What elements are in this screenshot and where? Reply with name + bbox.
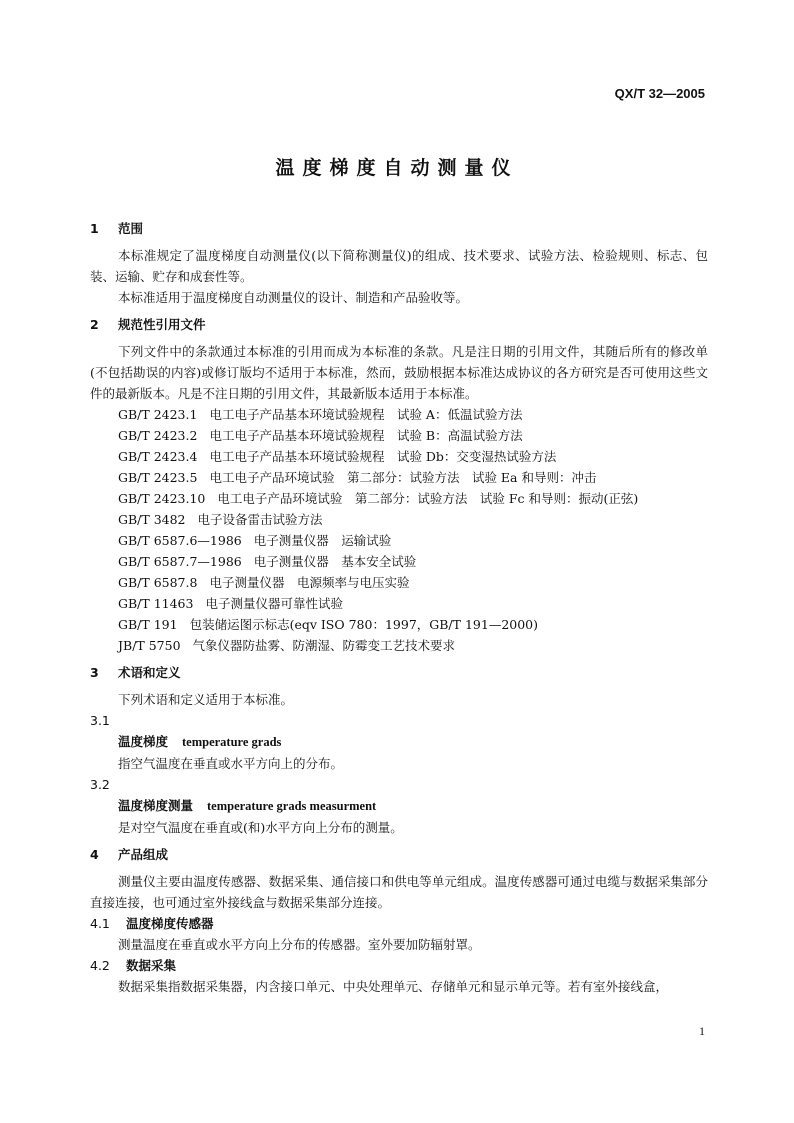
list-item bbox=[90, 572, 708, 593]
ref-code: GB/T 6587.8 bbox=[118, 575, 198, 590]
subsection-number: 4.1 bbox=[90, 916, 110, 931]
list-item bbox=[90, 404, 708, 425]
list-item bbox=[90, 509, 708, 530]
ref-code: JB/T 5750 bbox=[118, 638, 181, 653]
ref-code: GB/T 6587.6—1986 bbox=[118, 533, 242, 548]
document-body bbox=[90, 218, 708, 997]
list-item bbox=[90, 488, 708, 509]
list-item bbox=[90, 467, 708, 488]
paragraph: 本标准适用于温度梯度自动测量仪的设计、制造和产品验收等。 bbox=[118, 290, 469, 305]
list-item bbox=[90, 614, 708, 635]
ref-code: GB/T 2423.2 bbox=[118, 428, 198, 443]
ref-code: GB/T 6587.7—1986 bbox=[118, 554, 242, 569]
list-item bbox=[90, 530, 708, 551]
ref-title: 电工电子产品环境试验 第二部分：试验方法 试验 Fc 和导则：振动(正弦) bbox=[217, 491, 639, 506]
paragraph: 测量温度在垂直或水平方向上分布的传感器。室外要加防辐射罩。 bbox=[118, 937, 481, 952]
section-number: 1 bbox=[90, 221, 99, 236]
ref-title: 电子测量仪器 电源频率与电压实验 bbox=[209, 575, 410, 590]
section-2-heading bbox=[90, 314, 708, 335]
term-number: 3.2 bbox=[90, 777, 110, 792]
ref-title: 电工电子产品基本环境试验规程 试验 B：高温试验方法 bbox=[209, 428, 523, 443]
ref-code: GB/T 2423.10 bbox=[118, 491, 206, 506]
paragraph: 数据采集指数据采集器，内含接口单元、中央处理单元、存储单元和显示单元等。若有室外接线盒， bbox=[118, 979, 669, 994]
document-title: 温度梯度自动测量仪 bbox=[275, 157, 519, 179]
list-item bbox=[90, 635, 708, 656]
subsection-title: 温度梯度传感器 bbox=[126, 916, 214, 931]
term-chinese: 温度梯度测量 bbox=[118, 798, 194, 813]
paragraph: 下列文件中的条款通过本标准的引用而成为本标准的条款。凡是注日期的引用文件，其随后所有的修改单(不包括勘误的内容)或修订版均不适用于本标准，然而，鼓励根据本标准达成协议的各方研究是否可使用这些文件的最新版本。凡是不注日期的引用文件，其最新版本适用于本标准。 bbox=[90, 344, 708, 401]
subsection-heading bbox=[90, 913, 708, 934]
ref-title: 电工电子产品基本环境试验规程 试验 Db：交变湿热试验方法 bbox=[209, 449, 557, 464]
term-chinese: 温度梯度 bbox=[118, 734, 169, 749]
term-definition: 指空气温度在垂直或水平方向上的分布。 bbox=[118, 756, 344, 771]
ref-code: GB/T 2423.4 bbox=[118, 449, 198, 464]
ref-title: 气象仪器防盐雾、防潮湿、防霉变工艺技术要求 bbox=[192, 638, 456, 653]
term-number: 3.1 bbox=[90, 713, 110, 728]
subsection-title: 数据采集 bbox=[126, 958, 177, 973]
ref-code: GB/T 2423.1 bbox=[118, 407, 198, 422]
subsection-number: 4.2 bbox=[90, 958, 110, 973]
section-number: 3 bbox=[90, 665, 99, 680]
paragraph: 本标准规定了温度梯度自动测量仪(以下简称测量仪)的组成、技术要求、试验方法、检验规则、标志、包装、运输、贮存和成套性等。 bbox=[90, 248, 708, 284]
ref-title: 电工电子产品环境试验 第二部分：试验方法 试验 Ea 和导则：冲击 bbox=[209, 470, 597, 485]
ref-code: GB/T 11463 bbox=[118, 596, 194, 611]
section-1-heading bbox=[90, 218, 708, 239]
paragraph: 下列术语和定义适用于本标准。 bbox=[118, 692, 294, 707]
ref-title: 电子测量仪器 运输试验 bbox=[253, 533, 392, 548]
ref-title: 电子测量仪器可靠性试验 bbox=[205, 596, 343, 611]
section-title: 术语和定义 bbox=[118, 665, 181, 680]
list-item bbox=[90, 425, 708, 446]
section-number: 2 bbox=[90, 317, 99, 332]
standard-code: QX/T 32—2005 bbox=[614, 86, 705, 101]
term-english: temperature grads bbox=[182, 735, 282, 749]
section-title: 规范性引用文件 bbox=[118, 317, 206, 332]
term-heading bbox=[90, 795, 708, 817]
list-item bbox=[90, 446, 708, 467]
ref-code: GB/T 3482 bbox=[118, 512, 186, 527]
term-heading bbox=[90, 731, 708, 753]
ref-title: 电子设备雷击试验方法 bbox=[197, 512, 323, 527]
ref-title: 电工电子产品基本环境试验规程 试验 A：低温试验方法 bbox=[209, 407, 523, 422]
paragraph: 测量仪主要由温度传感器、数据采集、通信接口和供电等单元组成。温度传感器可通过电缆与数据采集部分直接连接，也可通过室外接线盒与数据采集部分连接。 bbox=[90, 874, 708, 910]
section-4-heading bbox=[90, 844, 708, 865]
ref-code: GB/T 191 bbox=[118, 617, 178, 632]
ref-title: 电子测量仪器 基本安全试验 bbox=[253, 554, 417, 569]
section-number: 4 bbox=[90, 847, 99, 862]
ref-code: GB/T 2423.5 bbox=[118, 470, 198, 485]
term-definition: 是对空气温度在垂直或(和)水平方向上分布的测量。 bbox=[118, 820, 403, 835]
term-english: temperature grads measurment bbox=[207, 799, 377, 813]
section-title: 产品组成 bbox=[118, 847, 169, 862]
list-item bbox=[90, 551, 708, 572]
section-3-heading bbox=[90, 662, 708, 683]
reference-list bbox=[90, 404, 708, 656]
section-title: 范围 bbox=[118, 221, 144, 236]
page-number: 1 bbox=[699, 1024, 705, 1038]
list-item bbox=[90, 593, 708, 614]
ref-title: 包装储运图示标志(eqv ISO 780：1997，GB/T 191—2000) bbox=[189, 617, 539, 632]
subsection-heading bbox=[90, 955, 708, 976]
